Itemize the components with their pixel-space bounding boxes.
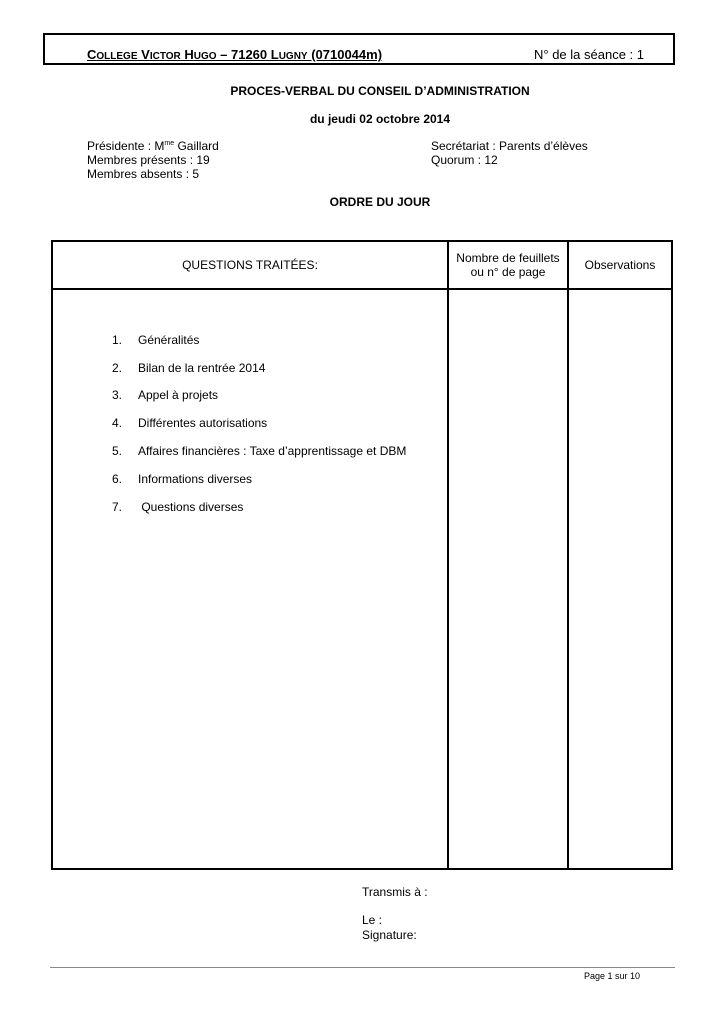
table-divider-2 bbox=[567, 240, 569, 870]
col-header-observations: Observations bbox=[584, 258, 656, 272]
table-divider-1 bbox=[447, 240, 449, 870]
signature-label: Signature: bbox=[362, 928, 417, 942]
list-item-number: 6. bbox=[112, 472, 123, 486]
col-header-pages bbox=[449, 251, 567, 279]
school-name-part: (0710044m) bbox=[307, 47, 383, 62]
meeting-date: du jeudi 02 octobre 2014 bbox=[309, 112, 451, 126]
members-absent: Membres absents : 5 bbox=[87, 167, 200, 181]
list-item-label: Bilan de la rentrée 2014 bbox=[138, 361, 266, 375]
school-name bbox=[87, 47, 382, 65]
quorum: Quorum : 12 bbox=[431, 153, 498, 167]
president-prefix: Présidente : M bbox=[87, 139, 165, 153]
list-item-label: Informations diverses bbox=[138, 472, 253, 486]
footer-rule bbox=[50, 967, 675, 968]
school-name-part: UGNY bbox=[278, 51, 308, 62]
list-item-number: 7. bbox=[112, 500, 123, 514]
list-item-number: 3. bbox=[112, 388, 123, 402]
list-item bbox=[112, 472, 252, 486]
list-item-number: 2. bbox=[112, 361, 123, 375]
list-item-number: 4. bbox=[112, 416, 123, 430]
list-item bbox=[112, 333, 199, 347]
page-number: Page 1 sur 10 bbox=[584, 971, 641, 981]
list-item-number: 1. bbox=[112, 333, 123, 347]
school-name-part: H bbox=[180, 47, 194, 62]
list-item-label: Différentes autorisations bbox=[138, 416, 268, 430]
list-item bbox=[112, 361, 265, 375]
list-item-label: Appel à projets bbox=[138, 388, 219, 402]
date-label: Le : bbox=[362, 913, 383, 927]
document-title: PROCES-VERBAL DU CONSEIL D’ADMINISTRATION bbox=[230, 84, 530, 98]
school-name-part: V bbox=[137, 47, 150, 62]
col-header-pages-line2: ou n° de page bbox=[470, 265, 546, 279]
school-name-part: – 71260 L bbox=[216, 47, 279, 62]
school-name-part: OLLEGE bbox=[96, 51, 138, 62]
secretariat: Secrétariat : Parents d’élèves bbox=[431, 139, 588, 153]
session-number: N° de la séance : 1 bbox=[534, 47, 644, 62]
list-item-number: 5. bbox=[112, 444, 123, 458]
col-header-pages-line1: Nombre de feuillets bbox=[456, 251, 560, 265]
members-present: Membres présents : 19 bbox=[87, 153, 210, 167]
agenda-heading: ORDRE DU JOUR bbox=[329, 195, 431, 209]
president-name: Gaillard bbox=[174, 139, 219, 153]
school-name-part: UGO bbox=[193, 51, 217, 62]
col-header-questions: QUESTIONS TRAITÉES: bbox=[182, 258, 318, 272]
school-name-part: ICTOR bbox=[149, 51, 181, 62]
list-item bbox=[112, 388, 218, 402]
list-item-label: Affaires financières : Taxe d’apprentissage et DBM bbox=[138, 444, 407, 458]
list-item bbox=[112, 500, 243, 514]
list-item-label: Généralités bbox=[138, 333, 200, 347]
list-item-label: Questions diverses bbox=[138, 500, 244, 514]
list-item bbox=[112, 416, 267, 430]
school-name-part: C bbox=[87, 47, 97, 62]
president bbox=[87, 139, 219, 153]
table-header-rule bbox=[51, 288, 673, 290]
president-sup: me bbox=[164, 140, 175, 147]
list-item bbox=[112, 444, 406, 458]
transmis-label: Transmis à : bbox=[362, 885, 428, 899]
